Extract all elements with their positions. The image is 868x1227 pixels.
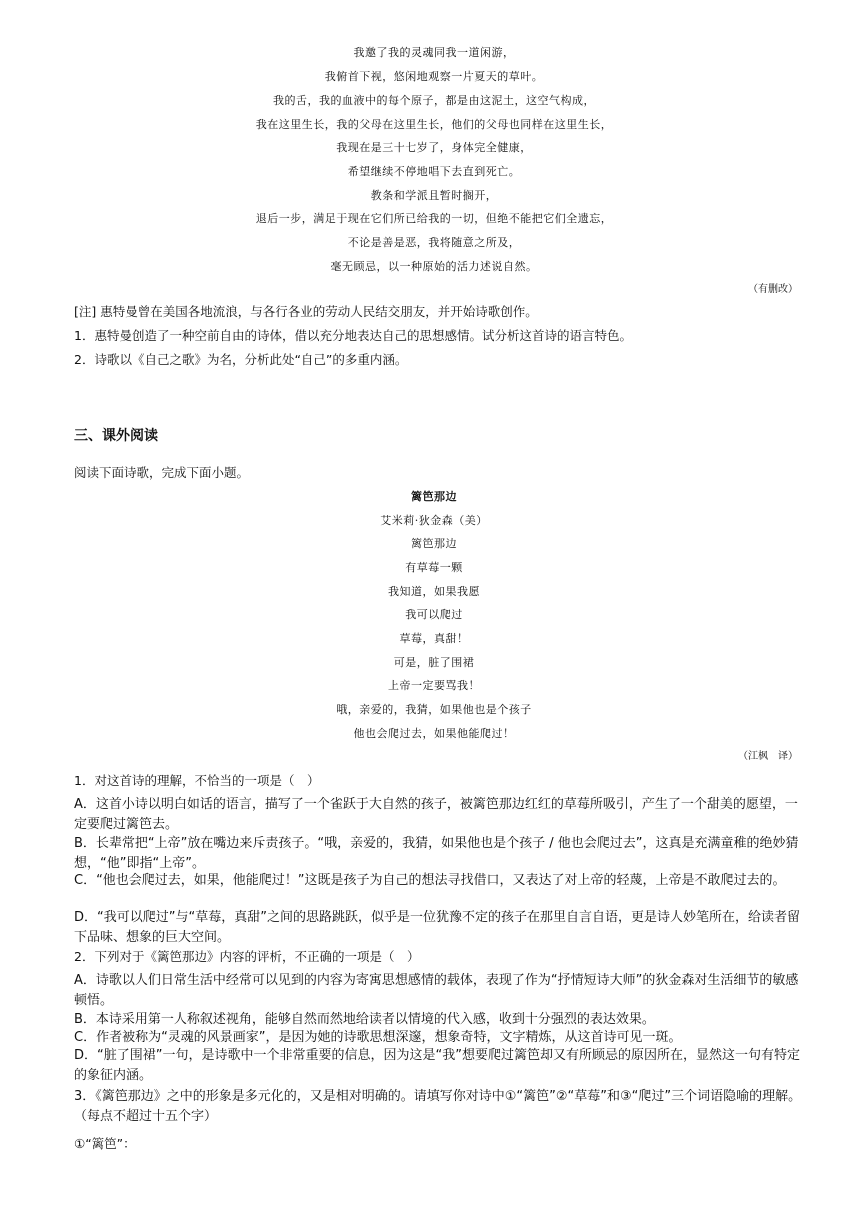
poem-line: 上帝一定要骂我！ [388,679,480,692]
answer-item-1: ①“篱笆”： [74,1136,136,1151]
poem-line: 篱笆那边 [411,537,457,550]
poem-line: 可是，脏了围裙 [393,656,475,669]
option-c: C．作者被称为“灵魂的风景画家”，是因为她的诗歌思想深邃，想象奇特，文字精炼，从这首诗可见一斑。 [74,1030,682,1045]
poem-credit: （江枫 译） [738,751,798,762]
option-c: C．“他也会爬过去，如果，他能爬过！”这既是孩子为自己的想法寻找借口，又表达了对上帝的轻蔑，上帝是不敢爬过去的。 [74,873,786,888]
poem-author: 艾米莉·狄金森（美） [380,514,488,527]
poem-line: 我知道，如果我愿 [388,585,480,598]
poem-line: 我在这里生长，我的父母在这里生长，他们的父母也同样在这里生长， [255,118,613,131]
poem-line: 他也会爬过去，如果他能爬过！ [353,727,515,740]
poem-title: 篱笆那边 [411,490,457,503]
poem-line: 不论是善是恶，我将随意之所及， [347,236,521,249]
section-instruction: 阅读下面诗歌，完成下面小题。 [74,465,250,480]
question-stem: 1．对这首诗的理解，不恰当的一项是（ ） [74,773,320,788]
option-d: D．“我可以爬过”与“草莓，真甜”之间的思路跳跃，似乎是一位犹豫不定的孩子在那里自言自语，更是诗人妙笔所在，给读者留下品味、想象的巨大空间。 [74,910,800,945]
poem-line: 哦，亲爱的，我猜，如果他也是个孩子 [336,703,532,716]
question-2: 2．诗歌以《自己之歌》为名，分析此处“自己”的多重内涵。 [74,352,408,367]
option-a: A．这首小诗以明白如话的语言，描写了一个雀跃于大自然的孩子，被篱笆那边红红的草莓所吸引，产生了一个甜美的愿望，一定要爬过篱笆去。 [74,797,798,832]
poem-line: 我现在是三十七岁了，身体完全健康， [336,141,532,154]
poem-line: 我邀了我的灵魂同我一道闲游， [353,46,515,59]
option-b: B．本诗采用第一人称叙述视角，能够自然而然地给读者以情境的代入感，收到十分强烈的表达效果。 [74,1012,655,1027]
poem-line: 退后一步，满足于现在它们所已给我的一切，但绝不能把它们全遗忘， [255,212,613,225]
poem-credit: （有删改） [748,284,798,295]
poem-line: 我可以爬过 [405,608,463,621]
poem-line: 希望继续不停地唱下去直到死亡。 [347,165,521,178]
poem-line: 我的舌，我的血液中的每个原子，都是由这泥土，这空气构成， [273,94,595,107]
poem-line: 有草莓一颗 [405,561,463,574]
poem-line: 我俯首下视，悠闲地观察一片夏天的草叶。 [324,70,544,83]
poem-line: 毫无顾忌，以一种原始的活力述说自然。 [330,260,538,273]
section-heading: 三、课外阅读 [74,428,158,444]
question-stem: 2．下列对于《篱笆那边》内容的评析，不正确的一项是（ ） [74,949,420,964]
question-stem: 3．《篱笆那边》之中的形象是多元化的，又是相对明确的。请填写你对诗中①“篱笆”②“草莓”和③“爬过”三个词语隐喻的理解。（每点不超过十五个字） [74,1089,802,1124]
option-b: B．长辈常把“上帝”放在嘴边来斥责孩子。“哦，亲爱的，我猜，如果他也是个孩子 / 他也会爬过去”，这真是充满童稚的绝妙猜想，“他”即指“上帝”。 [74,836,799,871]
poem-line: 教条和学派且暂时搁开， [370,189,498,202]
option-d: D．“脏了围裙”一句，是诗歌中一个非常重要的信息，因为这是“我”想要爬过篱笆却又有所顾忌的原因所在，显然这一句有特定的象征内涵。 [74,1048,800,1083]
poem-line: 草莓，真甜！ [399,632,469,645]
poem-note: [注] 惠特曼曾在美国各地流浪，与各行各业的劳动人民结交朋友，并开始诗歌创作。 [74,304,538,319]
option-a: A．诗歌以人们日常生活中经常可以见到的内容为寄寓思想感情的载体，表现了作为“抒情短诗大师”的狄金森对生活细节的敏感顿悟。 [74,973,799,1008]
question-1: 1．惠特曼创造了一种空前自由的诗体，借以充分地表达自己的思想感情。试分析这首诗的语言特色。 [74,328,632,343]
